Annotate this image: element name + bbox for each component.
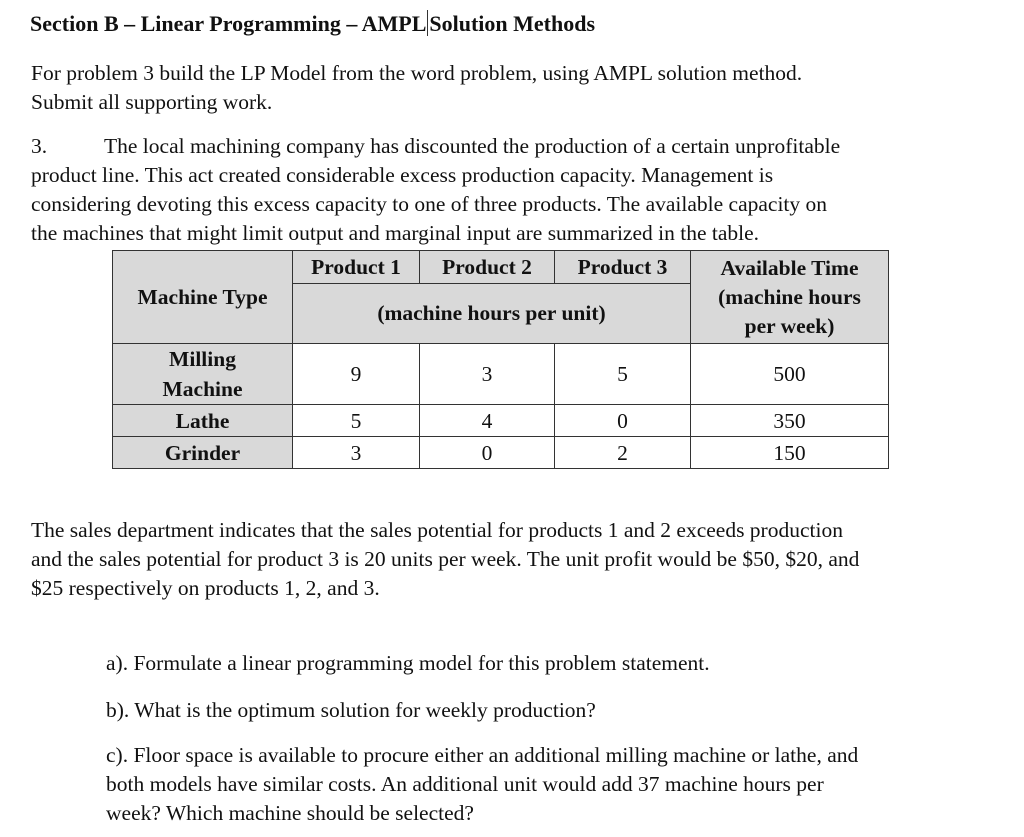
table-row xyxy=(113,405,889,437)
table-row xyxy=(113,437,889,469)
problem-line: the machines that might limit output and marginal input are summarized in the table. xyxy=(31,221,760,245)
intro-line: For problem 3 build the LP Model from the word problem, using AMPL solution method. xyxy=(31,61,803,85)
available-cell: 150 xyxy=(691,437,889,469)
table-header-row xyxy=(113,251,889,284)
table-row xyxy=(113,344,889,405)
available-header-line: (machine hours xyxy=(718,284,861,309)
question-line: b). What is the optimum solution for weekly production? xyxy=(106,698,596,722)
question-c xyxy=(106,741,858,828)
problem-line xyxy=(31,132,840,161)
machine-type-header: Machine Type xyxy=(113,251,293,344)
intro-paragraph xyxy=(31,59,802,117)
intro-line: Submit all supporting work. xyxy=(31,90,273,114)
product-2-cell: 0 xyxy=(420,437,555,469)
units-header: (machine hours per unit) xyxy=(293,284,691,344)
product-2-cell: 3 xyxy=(420,344,555,405)
available-cell: 500 xyxy=(691,344,889,405)
machine-name-cell xyxy=(113,344,293,405)
question-a xyxy=(106,649,710,678)
section-heading xyxy=(30,10,595,37)
section-heading-right: Solution Methods xyxy=(429,11,596,36)
product-3-cell: 5 xyxy=(555,344,691,405)
problem-line: considering devoting this excess capacity to one of three products. The available capacity on xyxy=(31,192,828,216)
product-3-cell: 2 xyxy=(555,437,691,469)
product-1-cell: 3 xyxy=(293,437,420,469)
available-time-header xyxy=(691,251,889,344)
sales-line: and the sales potential for product 3 is 20 units per week. The unit profit would be $50, $20, and xyxy=(31,547,860,571)
machine-name-line: Machine xyxy=(162,377,243,401)
available-header-line: per week) xyxy=(744,313,835,338)
product-1-cell: 5 xyxy=(293,405,420,437)
product-2-cell: 4 xyxy=(420,405,555,437)
machine-capacity-table xyxy=(112,250,889,469)
question-line: week? Which machine should be selected? xyxy=(106,801,474,825)
machine-name-line: Milling xyxy=(169,347,236,371)
problem-paragraph xyxy=(31,132,840,248)
product-3-header: Product 3 xyxy=(555,251,691,284)
question-line: c). Floor space is available to procure either an additional milling machine or lathe, and xyxy=(106,743,859,767)
problem-line-text: The local machining company has discounted the production of a certain unprofitable xyxy=(104,134,841,158)
product-1-header: Product 1 xyxy=(293,251,420,284)
available-cell: 350 xyxy=(691,405,889,437)
question-line: both models have similar costs. An additional unit would add 37 machine hours per xyxy=(106,772,824,796)
machine-name-cell: Grinder xyxy=(113,437,293,469)
sales-paragraph xyxy=(31,516,859,603)
sales-line: $25 respectively on products 1, 2, and 3. xyxy=(31,576,380,600)
section-heading-left: Section B – Linear Programming – AMPL xyxy=(30,11,427,36)
product-2-header: Product 2 xyxy=(420,251,555,284)
sales-line: The sales department indicates that the sales potential for products 1 and 2 exceeds production xyxy=(31,518,843,542)
problem-number: 3. xyxy=(31,134,48,158)
question-b xyxy=(106,696,596,725)
machine-name-cell: Lathe xyxy=(113,405,293,437)
question-line: a). Formulate a linear programming model for this problem statement. xyxy=(106,651,710,675)
available-header-line: Available Time xyxy=(720,255,859,280)
product-1-cell: 9 xyxy=(293,344,420,405)
product-3-cell: 0 xyxy=(555,405,691,437)
problem-line: product line. This act created considerable excess production capacity. Management is xyxy=(31,163,774,187)
